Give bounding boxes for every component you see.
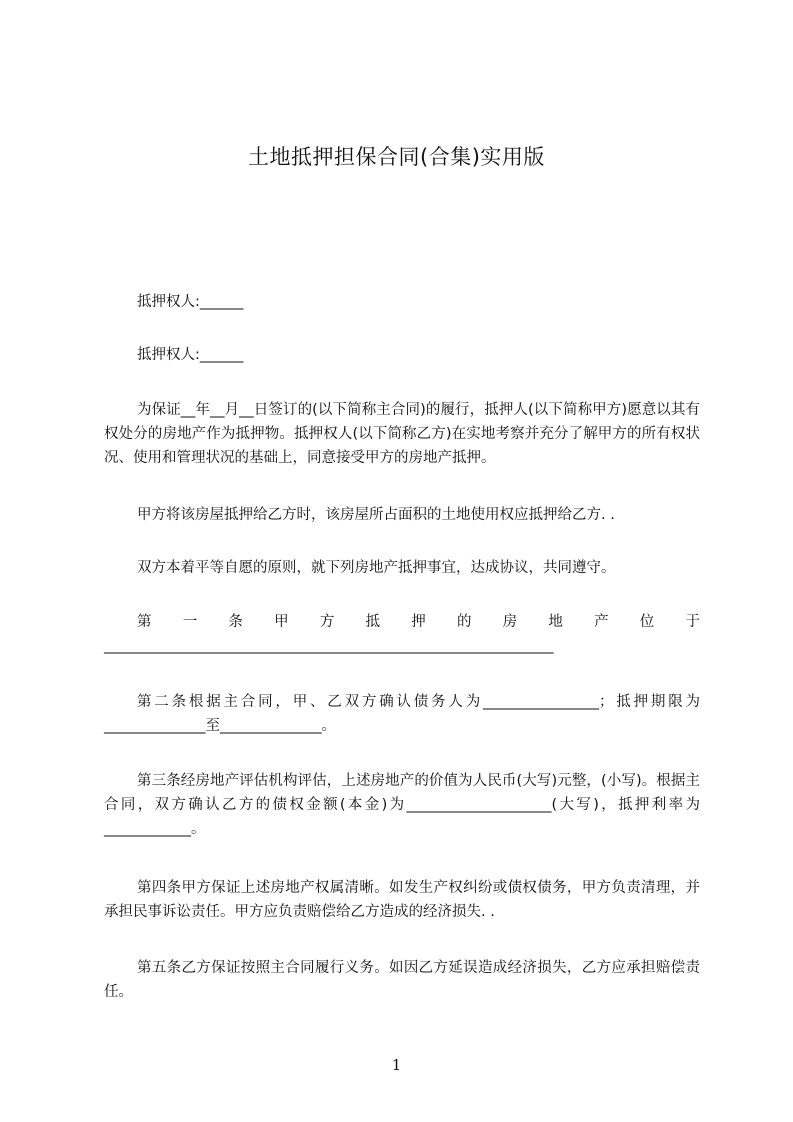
- page-number: 1: [391, 1056, 402, 1074]
- paragraph-article-1: 第一条甲方抵押的房地产位于______________________________________________________________: [104, 614, 700, 654]
- paragraph-mortgagee-1: 抵押权人:______: [137, 294, 244, 310]
- paragraph-article-2: 第二条根据主合同，甲、乙双方确认债务人为________________；抵押期限为______________至______________。: [104, 694, 700, 734]
- paragraph-land-use: 甲方将该房屋抵押给乙方时，该房屋所占面积的土地使用权应抵押给乙方. .: [137, 507, 615, 523]
- paragraph-principle: 双方本着平等自愿的原则，就下列房地产抵押事宜，达成协议，共同遵守。: [137, 560, 616, 576]
- paragraph-article-5: 第五条乙方保证按照主合同履行义务。如因乙方延误造成经济损失，乙方应承担赔偿责任。: [104, 960, 700, 1000]
- paragraph-article-4: 第四条甲方保证上述房地产权属清晰。如发生产权纠纷或债权债务，甲方负责清理，并承担民事诉讼责任。甲方应负责赔偿给乙方造成的经济损失. .: [104, 880, 700, 920]
- paragraph-mortgagee-2: 抵押权人:______: [137, 347, 244, 363]
- paragraph-purpose: 为保证__年__月__日签订的(以下简称主合同)的履行，抵押人(以下简称甲方)愿意以其有权处分的房地产作为抵押物。抵押权人(以下简称乙方)在实地考察并充分了解甲方的所有权状况、使用和管理状况的基础上，同意接受甲方的房地产抵押。: [104, 402, 700, 466]
- document-title: 土地抵押担保合同(合集)实用版: [248, 145, 545, 169]
- paragraph-article-3: 第三条经房地产评估机构评估，上述房地产的价值为人民币(大写)元整，(小写)。根据主合同，双方确认乙方的债权金额(本金)为____________________(大写)，抵押利率为____________。: [104, 773, 700, 837]
